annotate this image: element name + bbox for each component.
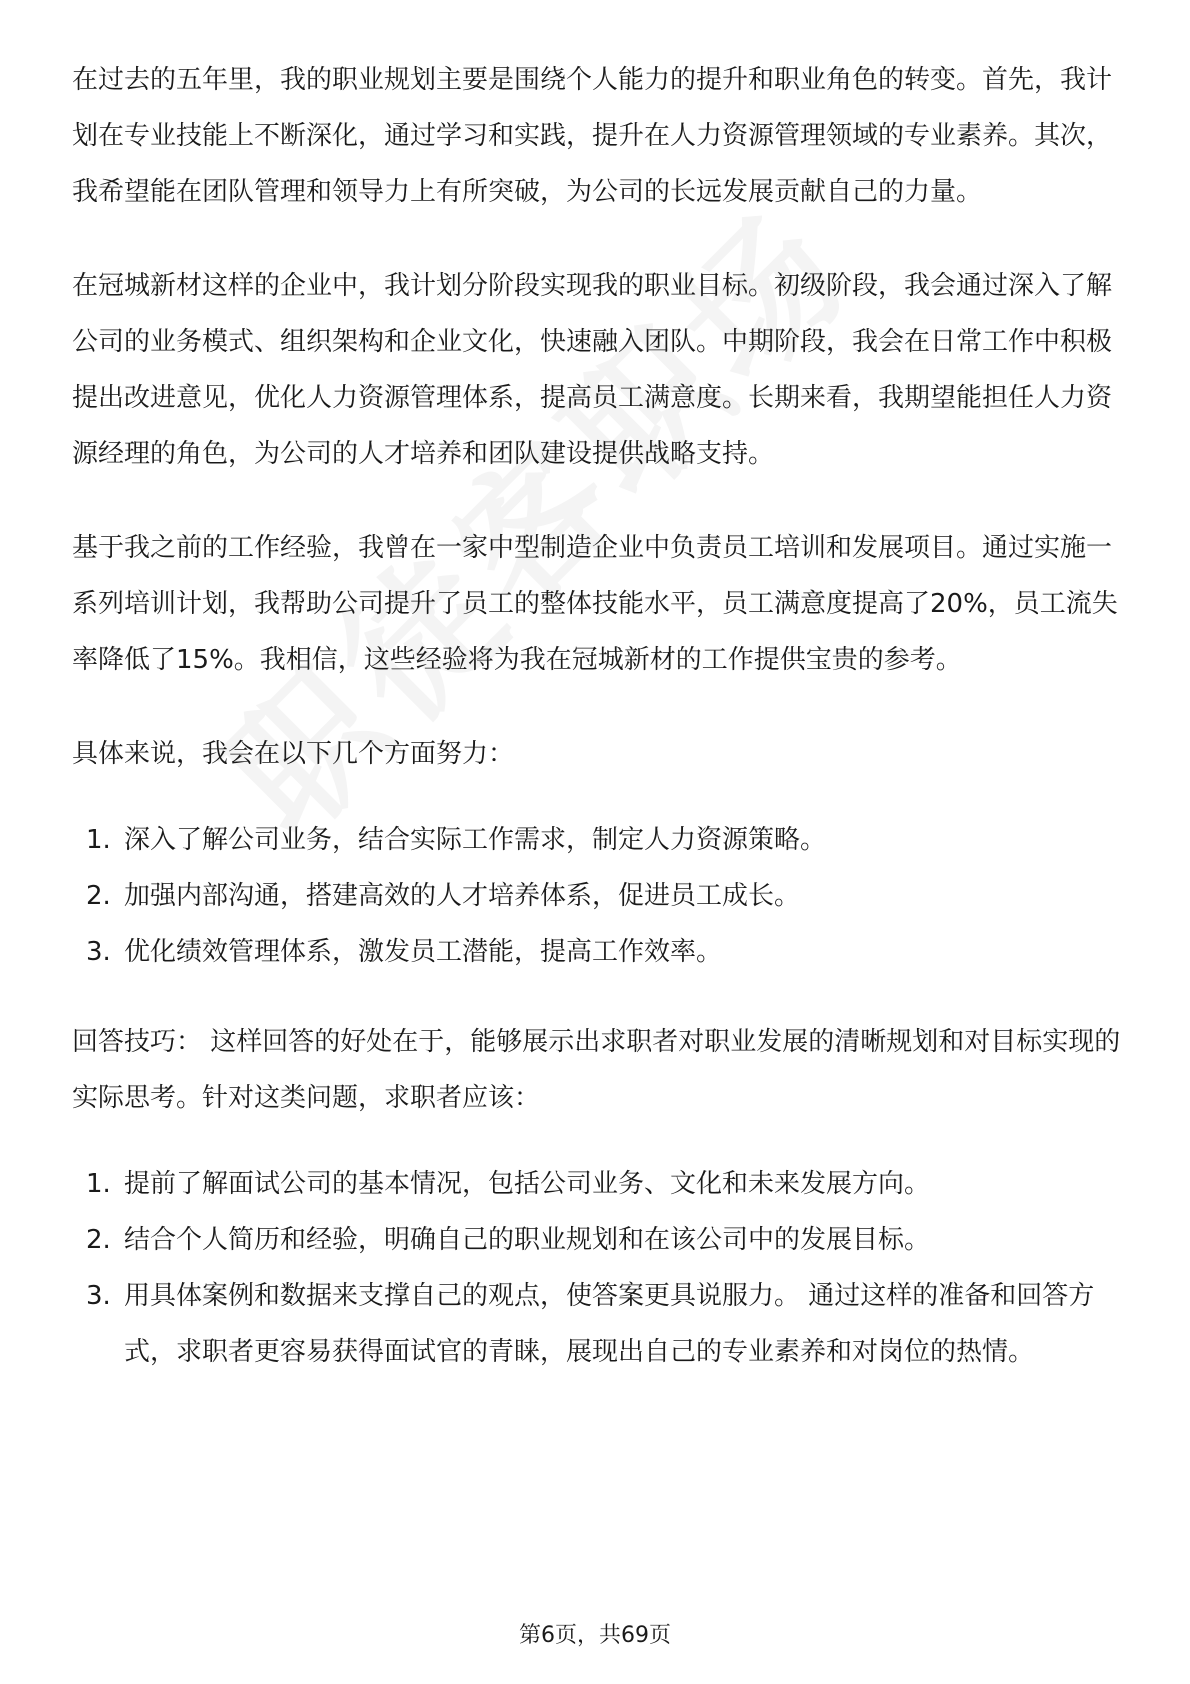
list-item [72,1212,1122,1268]
paragraph-answer-tips: 回答技巧： 这样回答的好处在于，能够展示出求职者对职业发展的清晰规划和对目标实现的实际思考。针对这类问题，求职者应该： [72,1027,1121,1113]
page-number: 第6页，共69页 [519,1623,671,1648]
paragraph-stage-goals: 在冠城新材这样的企业中，我计划分阶段实现我的职业目标。初级阶段，我会通过深入了解公司的业务模式、组织架构和企业文化，快速融入团队。中期阶段，我会在日常工作中积极提出改进意见，优化人力资源管理体系，提高员工满意度。长期来看，我期望能担任人力资源经理的角色，为公司的人才培养和团队建设提供战略支持。 [72,271,1113,469]
list-item-number: 3. [86,937,111,967]
list-item [72,1156,1122,1212]
paragraph-specific-intro: 具体来说，我会在以下几个方面努力： [72,739,515,769]
list-item [72,1268,1122,1380]
list-item-text: 提前了解面试公司的基本情况，包括公司业务、文化和未来发展方向。 [124,1169,931,1199]
tips-list [72,1156,1122,1380]
paragraph-career-plan: 在过去的五年里，我的职业规划主要是围绕个人能力的提升和职业角色的转变。首先，我计划在专业技能上不断深化，通过学习和实践，提升在人力资源管理领域的专业素养。其次，我希望能在团队管理和领导力上有所突破，为公司的长远发展贡献自己的力量。 [72,65,1113,207]
list-item-text: 加强内部沟通，搭建高效的人才培养体系，促进员工成长。 [124,881,801,911]
list-item-text: 用具体案例和数据来支撑自己的观点，使答案更具说服力。 通过这样的准备和回答方式，求职者更容易获得面试官的青睐，展现出自己的专业素养和对岗位的热情。 [124,1281,1095,1367]
list-item [72,812,1122,868]
document-body [72,52,1122,1414]
paragraph-experience: 基于我之前的工作经验，我曾在一家中型制造企业中负责员工培训和发展项目。通过实施一系列培训计划，我帮助公司提升了员工的整体技能水平，员工满意度提高了20%，员工流失率降低了15%。我相信，这些经验将为我在冠城新材的工作提供宝贵的参考。 [72,533,1118,675]
list-item-number: 2. [86,1225,111,1255]
list-item-number: 1. [86,1169,111,1199]
list-item-number: 2. [86,881,111,911]
list-item [72,868,1122,924]
list-item-text: 结合个人简历和经验，明确自己的职业规划和在该公司中的发展目标。 [124,1225,931,1255]
list-item-text: 深入了解公司业务，结合实际工作需求，制定人力资源策略。 [124,825,827,855]
effort-list [72,812,1122,980]
list-item-number: 1. [86,825,111,855]
list-item-number: 3. [86,1281,111,1311]
list-item [72,924,1122,980]
list-item-text: 优化绩效管理体系，激发员工潜能，提高工作效率。 [124,937,723,967]
